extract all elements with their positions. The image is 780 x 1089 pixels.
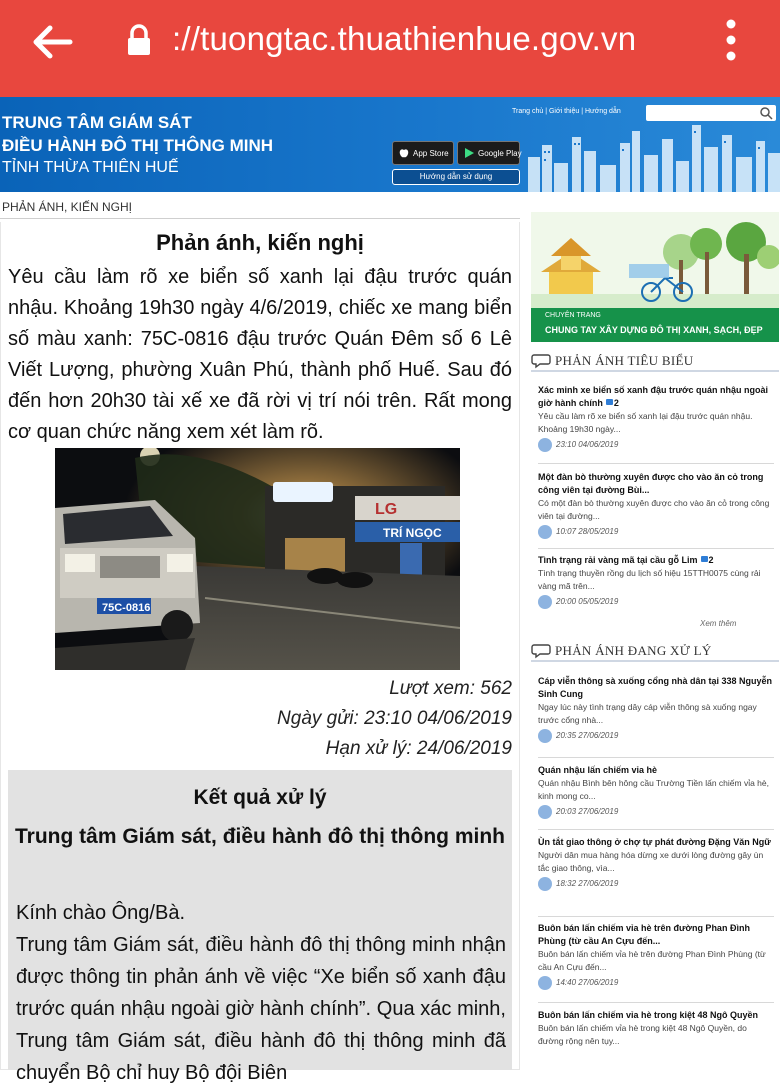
processing-item-1-desc: Ngay lúc này tình trạng dây cáp viễn thông sà xuống ngay trước cổng nhà... [538, 702, 757, 725]
lg-sign: LG [375, 501, 398, 518]
featured-item-2-time: 10:07 28/05/2019 [556, 527, 619, 536]
breadcrumb[interactable]: PHẢN ÁNH, KIẾN NGHỊ [2, 200, 133, 214]
processing-item-1-time: 20:35 27/06/2019 [556, 731, 619, 740]
processing-item-2-title[interactable]: Quán nhậu lấn chiếm vỉa hè [538, 765, 658, 775]
processing-item-2-time: 20:03 27/06/2019 [556, 807, 619, 816]
green-city-banner[interactable] [531, 212, 779, 342]
breadcrumb-divider [0, 218, 520, 219]
nav-guide[interactable]: Hướng dẫn [584, 108, 621, 115]
featured-item-3-time: 20:00 05/05/2019 [556, 597, 619, 606]
processing-item-3-desc: Người dân mua hàng hóa dừng xe dưới lòng đường gây ùn tắc giao thông, vìa... [538, 850, 764, 873]
lock-icon [126, 24, 152, 56]
promo-title: CHUNG TAY XÂY DỰNG ĐÔ THỊ XANH, SẠCH, ĐẸP [545, 325, 763, 335]
sent-date: Ngày gửi: 23:10 04/06/2019 [277, 708, 512, 729]
featured-item-2[interactable] [538, 471, 774, 539]
divider [538, 757, 774, 758]
license-plate: 75C-0816 [102, 602, 151, 614]
result-body [16, 897, 506, 1089]
result-title: Kết quả xử lý [193, 786, 327, 809]
user-avatar-icon [538, 877, 552, 891]
overflow-menu-icon[interactable] [722, 18, 740, 62]
site-header [0, 97, 780, 192]
processing-item-4-desc: Buôn bán lấn chiếm vỉa hè trên đường Phan Đình Phùng (từ cầu An Cựu đến... [538, 949, 766, 972]
header-title-line3: TỈNH THỪA THIÊN HUẾ [2, 159, 179, 176]
night-street-photo [55, 448, 460, 670]
user-avatar-icon [538, 729, 552, 743]
result-greeting: Kính chào Ông/Bà. [16, 902, 186, 924]
user-avatar-icon [538, 976, 552, 990]
processing-item-4[interactable] [538, 922, 774, 990]
processing-item-3-time: 18:32 27/06/2019 [556, 879, 619, 888]
user-guide-button[interactable]: Hướng dẫn sử dụng [392, 169, 520, 185]
result-org: Trung tâm Giám sát, điều hành đô thị thông minh [15, 825, 505, 848]
featured-item-3-title[interactable]: Tình trạng rải vàng mã tại cầu gỗ Lim [538, 555, 698, 565]
processing-item-5-title[interactable]: Buôn bán lấn chiếm vỉa hè trong kiệt 48 Ngô Quyền [538, 1010, 759, 1020]
divider [538, 548, 774, 549]
divider [538, 463, 774, 464]
play-icon [463, 147, 475, 159]
user-avatar-icon [538, 438, 552, 452]
featured-item-3[interactable] [538, 554, 774, 609]
featured-item-1-time: 23:10 04/06/2019 [556, 440, 619, 449]
back-arrow-icon[interactable] [30, 22, 74, 62]
user-avatar-icon [538, 525, 552, 539]
comment-icon [606, 399, 613, 405]
see-more-link[interactable]: Xem thêm [700, 619, 737, 628]
processing-item-2[interactable] [538, 764, 774, 819]
green-city-illustration [531, 212, 779, 308]
header-title-line2: ĐIỀU HÀNH ĐÔ THỊ THÔNG MINH [2, 136, 274, 155]
view-count: Lượt xem: 562 [389, 678, 512, 699]
promo-subtitle: CHUYÊN TRANG [545, 312, 601, 319]
processing-item-1[interactable] [538, 675, 774, 743]
result-text: Trung tâm Giám sát, điều hành đô thị thông minh nhận được thông tin phản ánh về việc “Xe biển số xanh đậu trước quán nhậu ngoài giờ hành chính”. Qua xác minh, Trung tâm Giám sát, điều hành đô thị thông minh đã chuyển Bộ chỉ huy Bộ đội Biên [16, 934, 506, 1084]
processing-item-2-desc: Quán nhậu Bình bên hông cầu Trường Tiền lấn chiếm vỉa hè, kinh mong co... [538, 778, 769, 801]
featured-item-1-title[interactable]: Xác minh xe biển số xanh đậu trước quán nhậu ngoài giờ hành chính [538, 385, 768, 408]
processing-item-3-title[interactable]: Ùn tắt giao thông ở chợ tự phát đường Đặng Văn Ngữ [538, 837, 771, 847]
processing-item-4-time: 14:40 27/06/2019 [556, 978, 619, 987]
deadline-date: Hạn xử lý: 24/06/2019 [325, 738, 512, 759]
processing-item-1-title[interactable]: Cáp viễn thông sà xuống cổng nhà dân tại 338 Nguyễn Sinh Cung [538, 676, 773, 699]
processing-item-5[interactable] [538, 1009, 774, 1048]
featured-item-2-title[interactable]: Một đàn bò thường xuyên được cho vào ăn cỏ trong công viên tại đường Bùi... [538, 472, 764, 495]
top-nav: Trang chủ | Giới thiệu | Hướng dẫn [512, 108, 621, 115]
nav-about[interactable]: Giới thiệu [548, 108, 580, 115]
featured-heading: PHẢN ÁNH TIÊU BIỂU [531, 350, 779, 372]
user-avatar-icon [538, 805, 552, 819]
nav-home[interactable]: Trang chủ [512, 108, 544, 115]
divider [538, 829, 774, 830]
featured-item-1[interactable] [538, 384, 774, 452]
featured-item-2-desc: Có một đàn bò thường xuyên được cho vào ăn cỏ trong công viên tại đường... [538, 498, 770, 521]
url-bar[interactable]: ://tuongtac.thuathienhue.gov.vn [172, 20, 637, 57]
apple-icon [398, 147, 410, 159]
featured-item-1-count: 2 [613, 398, 619, 408]
featured-item-3-count: 2 [708, 555, 714, 565]
divider [538, 1002, 774, 1003]
user-avatar-icon [538, 595, 552, 609]
chat-bubble-icon [531, 643, 551, 659]
report-photo[interactable] [55, 448, 460, 670]
chat-bubble-icon [531, 353, 551, 369]
divider [538, 916, 774, 917]
featured-item-1-desc: Yêu cầu làm rõ xe biển số xanh lại đậu trước quán nhậu. Khoảng 19h30 ngày... [538, 411, 753, 434]
shop-sign: TRÍ NGỌC [383, 526, 442, 540]
article-title: Phản ánh, kiến nghị [156, 230, 364, 255]
article-body: Yêu cầu làm rõ xe biển số xanh lại đậu trước quán nhậu. Khoảng 19h30 ngày 4/6/2019, chiếc xe mang biển số màu xanh: 75C-0816 đậu trước Quán Đêm số 6 Lê Viết Lượng, phường Xuân Phú, thành phố Huế. Sau đó đến hơn 20h30 tài xế xe đã rời vị trí nói trên. Rất mong cơ quan chức năng xem xét làm rõ. [8, 266, 512, 443]
featured-item-3-desc: Tình trạng thuyền rồng du lịch số hiệu 15TTH0075 cùng rải vàng mã trên... [538, 568, 761, 591]
processing-item-4-title[interactable]: Buôn bán lấn chiếm vỉa hè trên đường Phan Đình Phùng (từ cầu An Cựu đến... [538, 923, 750, 946]
header-title-line1: TRUNG TÂM GIÁM SÁT [2, 113, 192, 132]
processing-item-3[interactable] [538, 836, 774, 891]
processing-item-5-desc: Buôn bán lấn chiếm vỉa hè trong kiệt 48 Ngô Quyền, do đường rộng nên tụy... [538, 1023, 747, 1046]
comment-icon [701, 556, 708, 562]
browser-toolbar [0, 0, 780, 97]
app-store-button[interactable]: App Store [392, 141, 454, 165]
processing-heading: PHẢN ÁNH ĐANG XỬ LÝ [531, 640, 779, 662]
city-skyline-illustration [524, 117, 780, 192]
google-play-button[interactable]: Google Play [457, 141, 520, 165]
